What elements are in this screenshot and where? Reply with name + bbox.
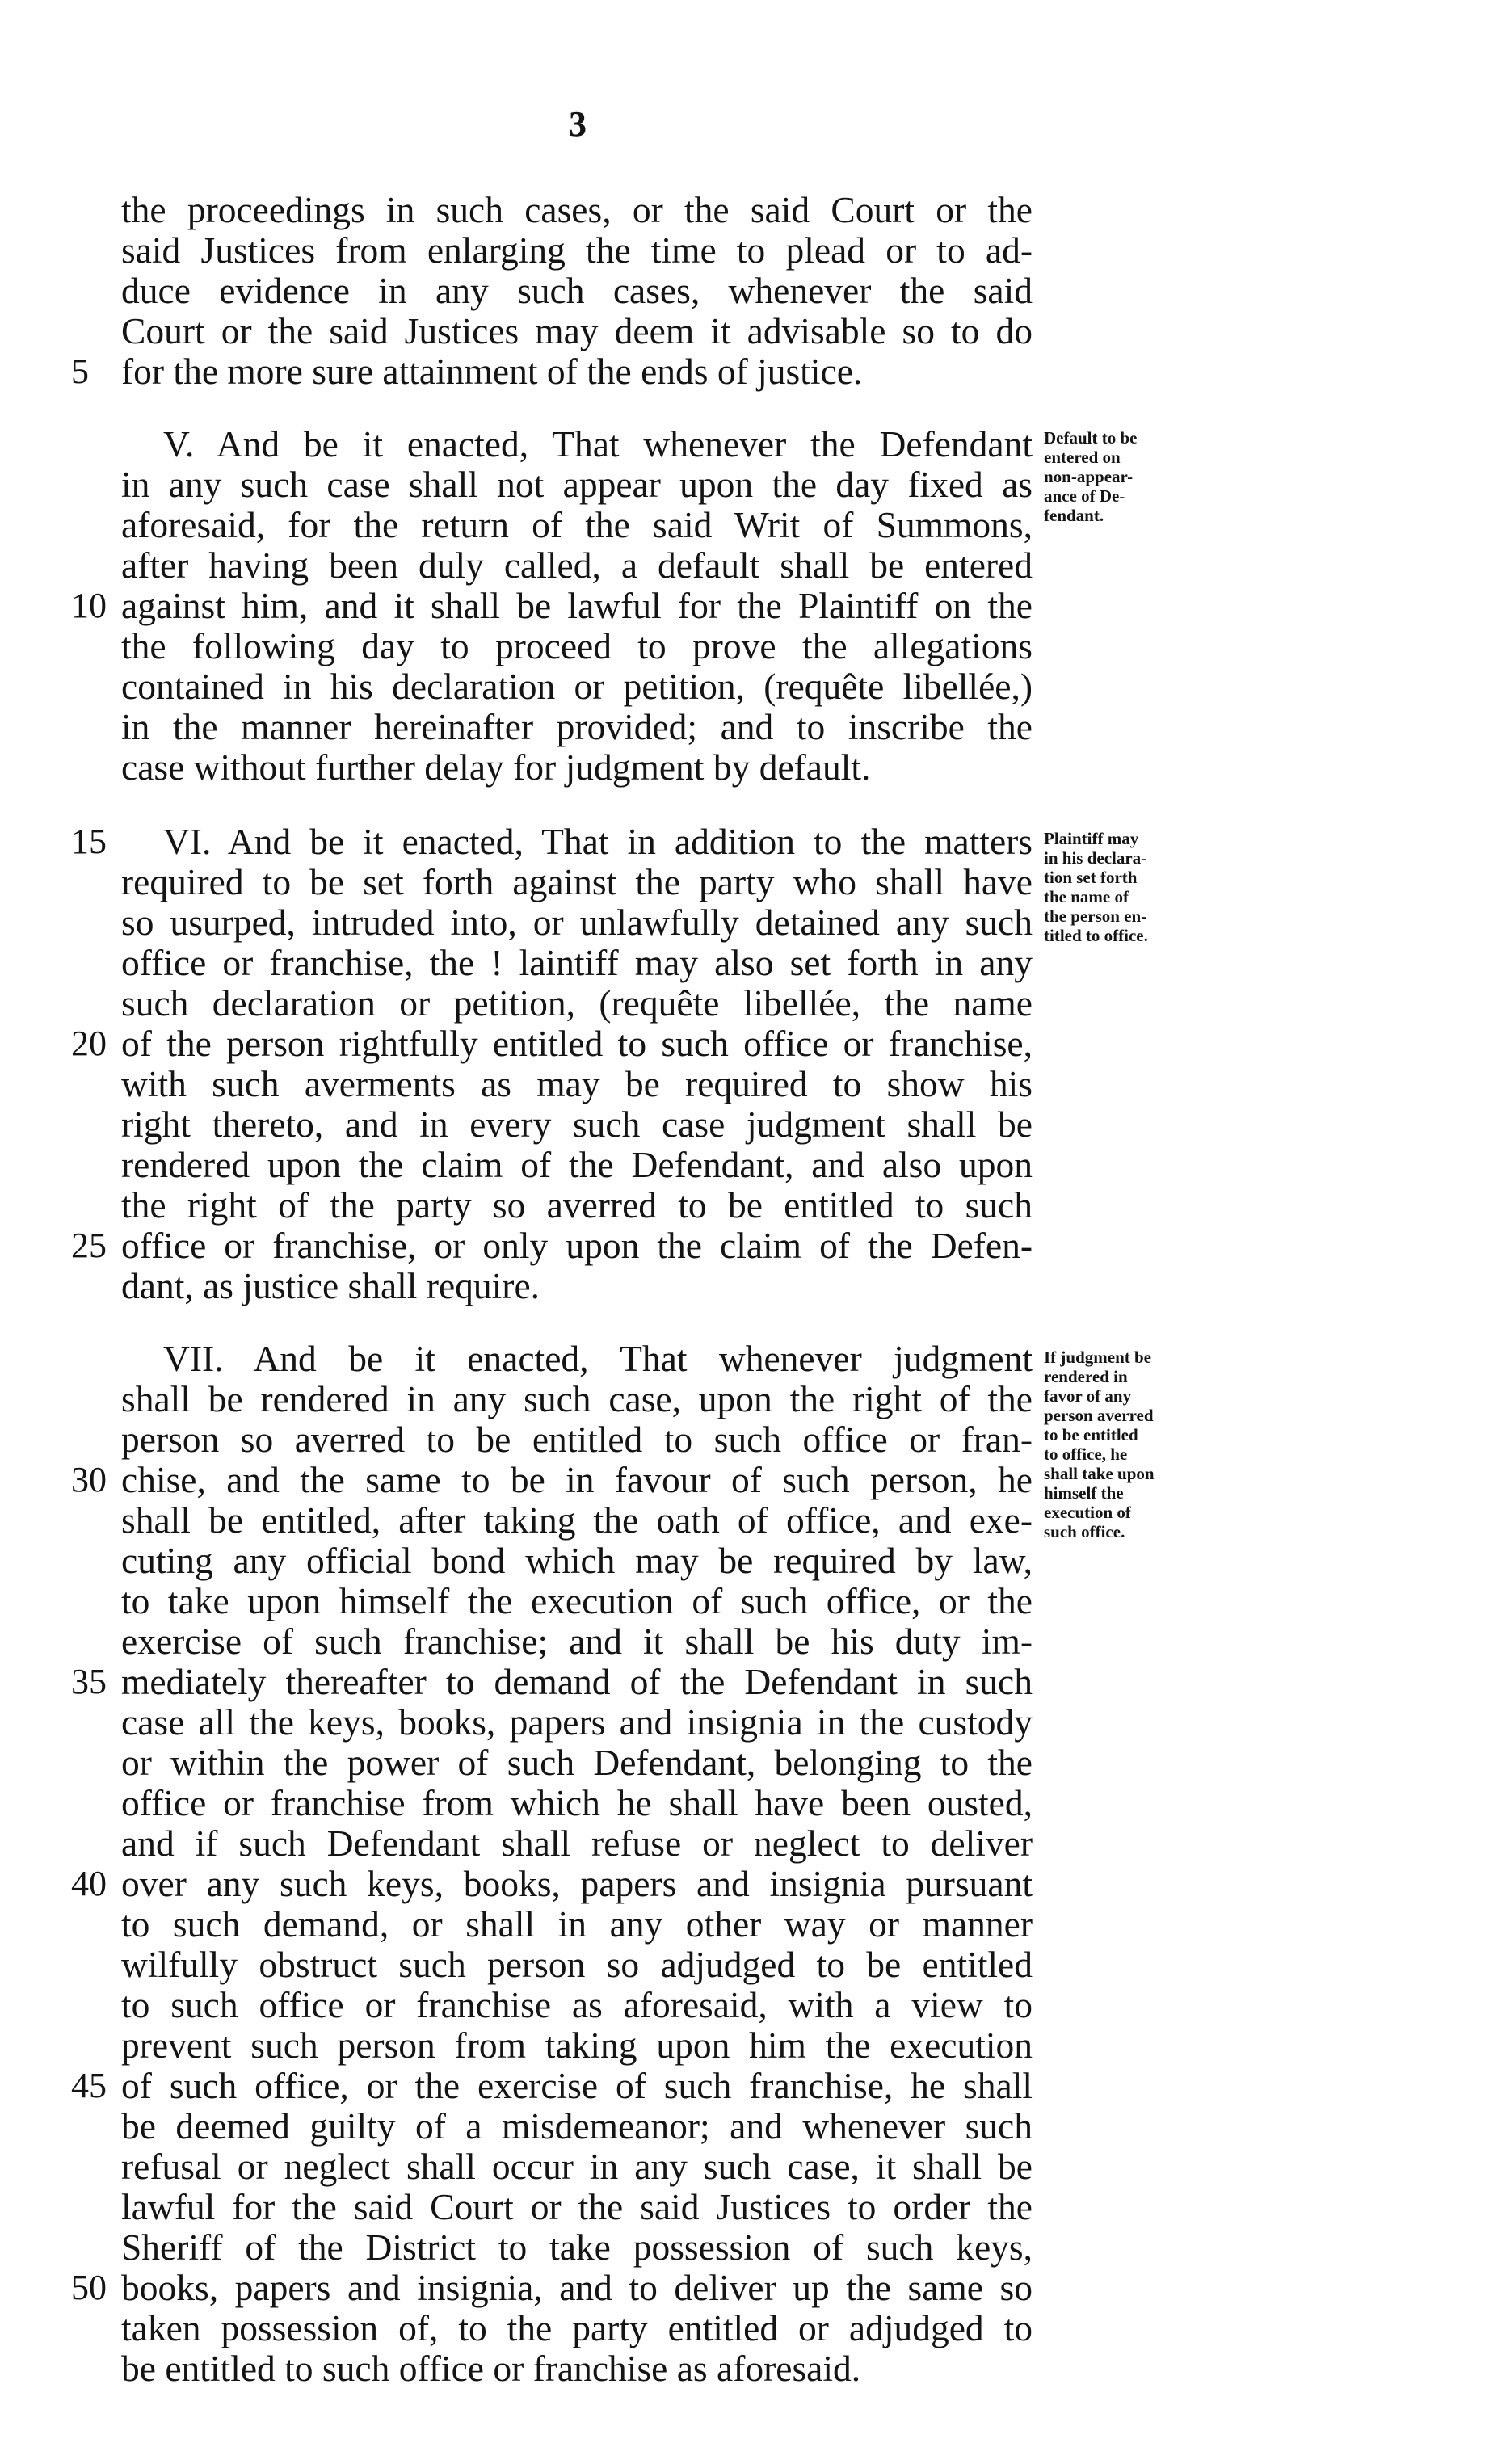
text-line: required to be set forth against the party who shall have <box>121 861 1033 902</box>
text-line: books, papers and insignia, and to deliver up the same so <box>121 2267 1033 2308</box>
marginal-note-line: tion set forth <box>1044 868 1138 887</box>
line-number: 45 <box>71 2066 107 2105</box>
line-number: 20 <box>71 1024 107 1063</box>
text-line: of such office, or the exercise of such franchise, he shall <box>121 2065 1033 2106</box>
text-line: to take upon himself the execution of such office, or the <box>121 1580 1033 1621</box>
text-line: VI. And be it enacted, That in addition to the matters <box>163 821 1033 862</box>
marginal-note-line: favor of any <box>1044 1386 1132 1406</box>
marginal-note-line: rendered in <box>1044 1367 1128 1386</box>
text-line: Court or the said Justices may deem it advisable so to do <box>121 310 1033 351</box>
text-line: office or franchise from which he shall have been ousted, <box>121 1782 1033 1823</box>
line-number: 25 <box>71 1226 107 1265</box>
marginal-note-line: the name of <box>1044 887 1129 906</box>
text-line: case without further delay for judgment by default. <box>121 746 871 788</box>
text-line: Sheriff of the District to take possession of such keys, <box>121 2226 1033 2268</box>
line-number: 10 <box>71 586 107 625</box>
text-line: contained in his declaration or petition, (requête libellée,) <box>121 666 1033 707</box>
text-line: in the manner hereinafter provided; and to inscribe the <box>121 706 1033 747</box>
text-line: VII. And be it enacted, That whenever judgment <box>163 1338 1033 1379</box>
marginal-note-line: shall take upon <box>1044 1464 1155 1483</box>
text-line: the following day to proceed to prove the allegations <box>121 625 1033 666</box>
text-line: the proceedings in such cases, or the said Court or the <box>121 189 1033 230</box>
marginal-note-line: non-appear- <box>1044 467 1134 486</box>
text-line: the right of the party so averred to be entitled to such <box>121 1184 1033 1226</box>
text-line: be entitled to such office or franchise as aforesaid. <box>121 2348 861 2389</box>
marginal-note-line: himself the <box>1044 1483 1124 1503</box>
text-line: office or franchise, or only upon the claim of the Defen- <box>121 1225 1033 1266</box>
line-number: 5 <box>71 351 89 391</box>
text-line: be deemed guilty of a misdemeanor; and whenever such <box>121 2105 1033 2147</box>
line-number: 35 <box>71 1662 107 1701</box>
text-line: dant, as justice shall require. <box>121 1265 540 1306</box>
text-line: office or franchise, the ! laintiff may also set forth in any <box>121 942 1033 983</box>
text-line: refusal or neglect shall occur in any such case, it shall be <box>121 2146 1033 2187</box>
line-number: 15 <box>71 822 107 861</box>
text-line: exercise of such franchise; and it shall be his duty im- <box>121 1621 1033 1662</box>
text-line: cuting any official bond which may be required by law, <box>121 1540 1033 1581</box>
marginal-note-line: to office, he <box>1044 1444 1128 1464</box>
text-line: right thereto, and in every such case judgment shall be <box>121 1104 1033 1145</box>
text-line: mediately thereafter to demand of the Defendant in such <box>121 1661 1033 1702</box>
line-number: 40 <box>71 1864 107 1903</box>
marginal-note-line: execution of <box>1044 1503 1131 1522</box>
marginal-note-line: to be entitled <box>1044 1425 1138 1444</box>
text-line: for the more sure attainment of the ends of justice. <box>121 351 863 392</box>
text-line: over any such keys, books, papers and insignia pursuant <box>121 1863 1033 1904</box>
text-line: case all the keys, books, papers and insignia in the custody <box>121 1701 1033 1743</box>
text-line: such declaration or petition, (requête libellée, the name <box>121 982 1033 1024</box>
text-line: to such demand, or shall in any other way or manner <box>121 1903 1033 1945</box>
text-line: so usurped, intruded into, or unlawfully detained any such <box>121 902 1033 943</box>
text-line: taken possession of, to the party entitled or adjudged to <box>121 2307 1033 2348</box>
text-line: chise, and the same to be in favour of such person, he <box>121 1459 1033 1500</box>
marginal-note-line: fendant. <box>1044 506 1104 525</box>
text-line: against him, and it shall be lawful for the Plaintiff on the <box>121 585 1033 626</box>
line-number: 30 <box>71 1460 107 1499</box>
text-line: with such averments as may be required to show his <box>121 1063 1033 1104</box>
text-line: lawful for the said Court or the said Justices to order the <box>121 2186 1033 2227</box>
marginal-note <box>1044 829 1205 945</box>
text-line: of the person rightfully entitled to such office or franchise, <box>121 1023 1033 1064</box>
text-line: person so averred to be entitled to such office or fran- <box>121 1419 1033 1460</box>
marginal-note <box>1044 428 1205 525</box>
text-line: shall be entitled, after taking the oath of office, and exe- <box>121 1499 1033 1541</box>
line-number: 50 <box>71 2268 107 2307</box>
text-line: shall be rendered in any such case, upon the right of the <box>121 1378 1033 1419</box>
text-line: duce evidence in any such cases, whenever the said <box>121 270 1033 311</box>
marginal-note-line: Plaintiff may <box>1044 829 1139 848</box>
marginal-note-line: Default to be <box>1044 428 1138 448</box>
text-line: after having been duly called, a default shall be entered <box>121 545 1033 586</box>
page-number: 3 <box>569 104 587 144</box>
text-line: rendered upon the claim of the Defendant, and also upon <box>121 1144 1033 1185</box>
marginal-note-line: titled to office. <box>1044 926 1148 945</box>
text-line: prevent such person from taking upon him the execution <box>121 2025 1033 2066</box>
marginal-note-line: in his declara- <box>1044 848 1147 868</box>
text-line: aforesaid, for the return of the said Writ of Summons, <box>121 504 1033 545</box>
text-line: to such office or franchise as aforesaid, with a view to <box>121 1984 1033 2025</box>
text-line: and if such Defendant shall refuse or neglect to deliver <box>121 1823 1033 1864</box>
marginal-note-line: such office. <box>1044 1522 1125 1541</box>
text-line: V. And be it enacted, That whenever the Defendant <box>163 423 1033 465</box>
marginal-note <box>1044 1348 1205 1541</box>
text-line: or within the power of such Defendant, belonging to the <box>121 1742 1033 1783</box>
text-line: said Justices from enlarging the time to plead or to ad- <box>121 229 1033 271</box>
marginal-note-line: entered on <box>1044 448 1121 467</box>
marginal-note-line: ance of De- <box>1044 486 1125 506</box>
marginal-note-line: person averred <box>1044 1406 1154 1425</box>
marginal-note-line: If judgment be <box>1044 1348 1152 1367</box>
marginal-note-line: the person en- <box>1044 906 1147 926</box>
text-line: wilfully obstruct such person so adjudged to be entitled <box>121 1944 1033 1985</box>
text-line: in any such case shall not appear upon the day fixed as <box>121 464 1033 505</box>
